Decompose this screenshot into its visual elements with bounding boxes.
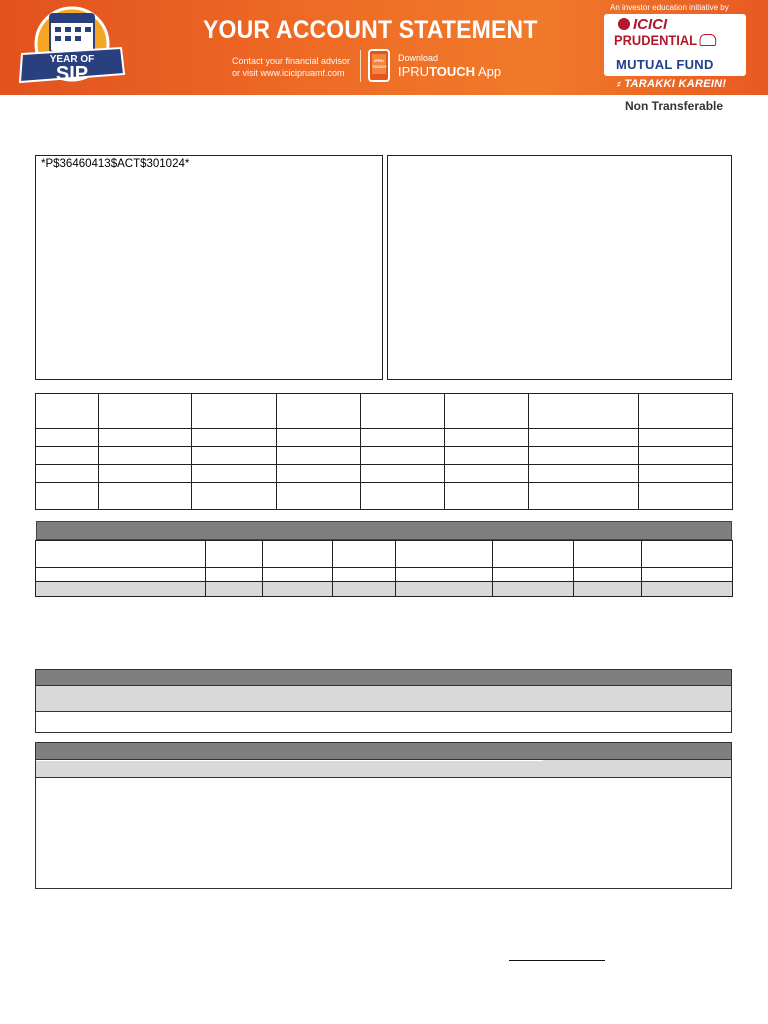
header-cell (396, 541, 493, 568)
header-cell (36, 541, 206, 568)
barcode-reference: *P$36460413$ACT$301024* (41, 158, 190, 170)
table-cell (99, 483, 192, 510)
icici-prudential-logo (604, 14, 746, 76)
table-cell (639, 447, 733, 465)
header-cell (445, 394, 529, 429)
header-cell (529, 394, 639, 429)
table-cell (445, 483, 529, 510)
table-cell (192, 465, 277, 483)
table-row (36, 568, 733, 582)
table-cell (99, 465, 192, 483)
transaction-table (35, 540, 733, 597)
header-cell (642, 541, 733, 568)
distributor-details-box (387, 155, 732, 380)
table-cell (445, 447, 529, 465)
table-cell (333, 568, 396, 582)
table-cell (277, 465, 361, 483)
table-row (36, 582, 733, 597)
logo-prudential-text: PRUDENTIAL (614, 32, 716, 48)
table-cell (36, 429, 99, 447)
phone-icon (368, 49, 390, 82)
table-cell (529, 429, 639, 447)
table-cell (396, 568, 493, 582)
table-cell (493, 582, 574, 597)
table-cell (445, 429, 529, 447)
svg-text:SIP: SIP (55, 63, 89, 85)
header-cell (361, 394, 445, 429)
contact-line-1: Contact your financial advisor (232, 56, 351, 66)
table-cell (263, 568, 333, 582)
table-cell (192, 429, 277, 447)
table-cell (263, 582, 333, 597)
header-cell (206, 541, 263, 568)
table-row (36, 465, 733, 483)
lion-emblem-icon (700, 34, 717, 46)
brand-tagline: ⸗ TARAKKI KAREIN! (617, 78, 727, 90)
section-2-body (35, 711, 732, 733)
contact-line-2: or visit www.icicipruamf.com (232, 68, 345, 78)
header-cell (333, 541, 396, 568)
table-cell (192, 483, 277, 510)
table-cell (36, 568, 206, 582)
table-row (36, 429, 733, 447)
svg-text:YEAR OF: YEAR OF (49, 54, 95, 65)
section-2-band (35, 685, 732, 712)
table-cell (639, 465, 733, 483)
table-row (36, 483, 733, 510)
table-cell (445, 465, 529, 483)
initiative-caption: An investor education initiative by (610, 3, 729, 12)
header-cell (639, 394, 733, 429)
table-cell (642, 568, 733, 582)
year-of-sip-badge (14, 4, 129, 92)
table-cell (277, 429, 361, 447)
table-cell (361, 465, 445, 483)
table-cell (99, 429, 192, 447)
section-3-body (35, 777, 732, 889)
table-cell (361, 429, 445, 447)
table-cell (36, 447, 99, 465)
table-cell (192, 447, 277, 465)
investor-address-box (35, 155, 383, 380)
section-3-band (35, 759, 732, 778)
table-cell (639, 429, 733, 447)
table-cell (277, 483, 361, 510)
header-cell (277, 394, 361, 429)
banner-divider (360, 50, 361, 82)
table-cell (529, 465, 639, 483)
table-cell (99, 447, 192, 465)
icici-mark-icon (618, 18, 630, 30)
header-cell (192, 394, 277, 429)
table-cell (529, 483, 639, 510)
table-cell (396, 582, 493, 597)
table-cell (493, 568, 574, 582)
header-cell (36, 394, 99, 429)
table-cell (36, 582, 206, 597)
header-cell (493, 541, 574, 568)
table-cell (574, 582, 642, 597)
section-2-header (35, 669, 732, 686)
app-download-promo (398, 53, 501, 80)
phone-screen-label: IPRU TOUCH (372, 58, 387, 69)
table-cell (639, 483, 733, 510)
band-divider (36, 760, 543, 761)
statement-title: YOUR ACCOUNT STATEMENT (203, 16, 538, 44)
table-cell (36, 483, 99, 510)
table-cell (642, 582, 733, 597)
table-cell (206, 568, 263, 582)
logo-icici-text: ICICI (618, 16, 667, 33)
table-cell (361, 483, 445, 510)
statement-banner (0, 0, 768, 95)
table-header-row (36, 394, 733, 429)
table-cell (36, 465, 99, 483)
folio-summary-table (35, 393, 733, 510)
table-header-row (36, 541, 733, 568)
logo-mutual-fund-text: MUTUAL FUND (616, 57, 714, 72)
table-cell (333, 582, 396, 597)
contact-info (232, 55, 362, 79)
scheme-section-header (36, 521, 732, 540)
download-label: Download (398, 53, 439, 63)
section-3-header (35, 742, 732, 760)
table-cell (361, 447, 445, 465)
table-cell (574, 568, 642, 582)
non-transferable-label: Non Transferable (625, 99, 724, 113)
table-row (36, 447, 733, 465)
table-cell (277, 447, 361, 465)
header-cell (263, 541, 333, 568)
signature-line (509, 960, 605, 961)
app-name: IPRUTOUCH App (398, 64, 502, 79)
table-cell (206, 582, 263, 597)
header-cell (574, 541, 642, 568)
header-cell (99, 394, 192, 429)
table-cell (529, 447, 639, 465)
